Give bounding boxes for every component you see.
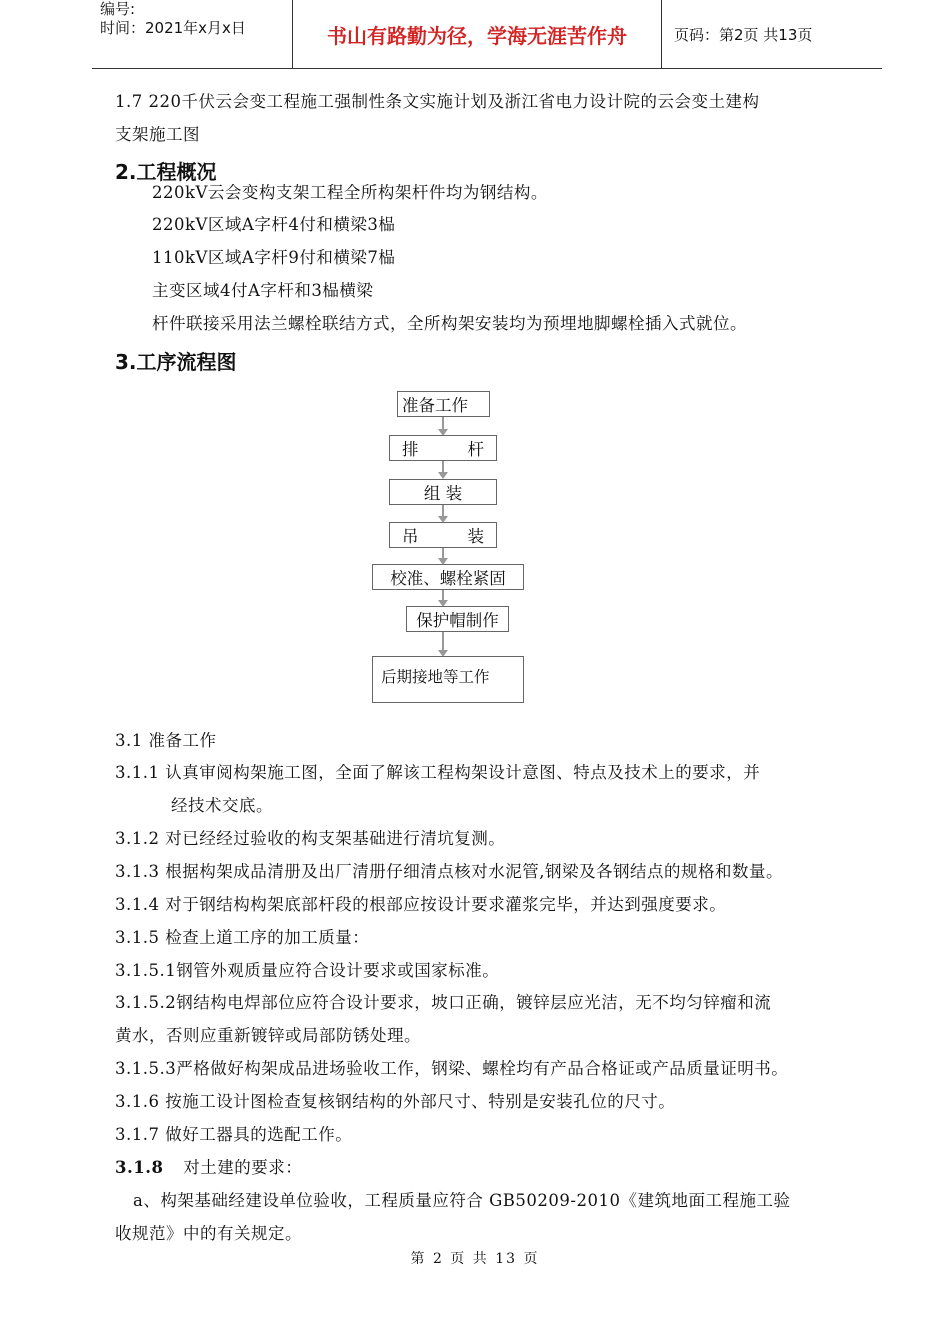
flow-step-hoisting-label-a: 吊 <box>402 527 419 546</box>
sub-3-1-3: 3.1.3 根据构架成品清册及出厂清册仔细清点核对水泥管,钢梁及各钢结点的规格和数量。 <box>115 862 783 881</box>
flow-step-assemble <box>389 479 497 505</box>
requirement-a-line2: 收规范》中的有关规定。 <box>115 1224 302 1243</box>
flow-arrow <box>442 505 444 521</box>
section-3-title: 3.工序流程图 <box>115 350 237 374</box>
overview-line-4: 主变区域4付A字杆和3榀横梁 <box>152 281 374 300</box>
sub-3-1-2: 3.1.2 对已经经过验收的构支架基础进行清坑复测。 <box>115 829 506 848</box>
serial-label: 编号: <box>100 0 136 18</box>
flow-step-grounding <box>372 656 524 703</box>
flow-step-arrange-label-b: 杆 <box>467 440 484 459</box>
flow-arrow <box>442 632 444 655</box>
sub-3-1-1-line1: 3.1.1 认真审阅构架施工图，全面了解该工程构架设计意图、特点及技术上的要求，并 <box>115 763 761 782</box>
sub-3-1-5-2-line2: 黄水，否则应重新镀锌或局部防锈处理。 <box>115 1026 421 1045</box>
flow-arrow <box>442 590 444 605</box>
sub-3-1-8-number: 3.1.8 <box>115 1158 164 1177</box>
section-2-title: 2.工程概况 <box>115 160 217 184</box>
sub-3-1-5-1: 3.1.5.1钢管外观质量应符合设计要求或国家标准。 <box>115 961 500 980</box>
requirement-a-line1: a、构架基础经建设单位验收，工程质量应符合 GB50209-2010《建筑地面工程施工验 <box>133 1191 791 1210</box>
sub-3-1-6: 3.1.6 按施工设计图检查复核钢结构的外部尺寸、特别是安装孔位的尺寸。 <box>115 1092 676 1111</box>
flow-step-assemble-label: 组 装 <box>423 484 463 503</box>
page-header <box>92 0 882 69</box>
flow-step-hoisting-label-b: 装 <box>467 527 484 546</box>
sub-3-1-4: 3.1.4 对于钢结构构架底部杆段的根部应按设计要求灌浆完毕，并达到强度要求。 <box>115 895 727 914</box>
sub-3-1-5: 3.1.5 检查上道工序的加工质量： <box>115 928 370 947</box>
page-footer: 第 2 页 共 13 页 <box>410 1251 540 1267</box>
item-1-7-line1: 1.7 220千伏云会变工程施工强制性条文实施计划及浙江省电力设计院的云会变土建构 <box>115 92 760 111</box>
sub-3-1-1-line2: 经技术交底。 <box>171 796 273 815</box>
flow-arrow <box>442 417 444 434</box>
overview-line-2: 220kV区域A字杆4付和横梁3榀 <box>152 215 396 234</box>
flow-step-calibrate-bolts <box>372 564 524 590</box>
flow-step-grounding-label: 后期接地等工作 <box>381 668 490 686</box>
header-page-info: 页码：第2页 共13页 <box>674 25 813 44</box>
flow-step-protective-cap <box>406 606 509 632</box>
flow-arrow <box>442 548 444 563</box>
sub-3-1-8 <box>115 1157 302 1179</box>
time-label: 时间：2021年x月x日 <box>100 19 246 37</box>
sub-3-1-8-text: 对土建的要求： <box>183 1158 303 1177</box>
overview-line-3: 110kV区域A字杆9付和横梁7榀 <box>152 248 396 267</box>
flow-step-prepare <box>397 391 490 417</box>
sub-3-1-5-3: 3.1.5.3严格做好构架成品进场验收工作，钢梁、螺栓均有产品合格证或产品质量证明书。 <box>115 1059 789 1078</box>
flow-step-arrange-label-a: 排 <box>402 440 419 459</box>
flow-step-protective-cap-label: 保护帽制作 <box>416 611 499 630</box>
flow-step-hoisting <box>389 522 497 548</box>
header-meta <box>92 0 293 68</box>
flow-step-calibrate-label: 校准、螺栓紧固 <box>390 569 506 588</box>
sub-3-1: 3.1 准备工作 <box>115 731 217 750</box>
overview-line-5: 杆件联接采用法兰螺栓联结方式，全所构架安装均为预埋地脚螺栓插入式就位。 <box>152 314 747 333</box>
flow-step-prepare-label: 准备工作 <box>402 396 468 415</box>
sub-3-1-7: 3.1.7 做好工器具的选配工作。 <box>115 1125 353 1144</box>
overview-line-1: 220kV云会变构支架工程全所构架杆件均为钢结构。 <box>152 183 548 202</box>
sub-3-1-5-2-line1: 3.1.5.2钢结构电焊部位应符合设计要求，坡口正确，镀锌层应光洁，无不均匀锌瘤和流 <box>115 993 772 1012</box>
header-motto: 书山有路勤为径，学海无涯苦作舟 <box>293 0 662 68</box>
flow-arrow <box>442 461 444 477</box>
item-1-7-line2: 支架施工图 <box>115 125 200 144</box>
flow-step-arrange-poles <box>389 435 497 461</box>
